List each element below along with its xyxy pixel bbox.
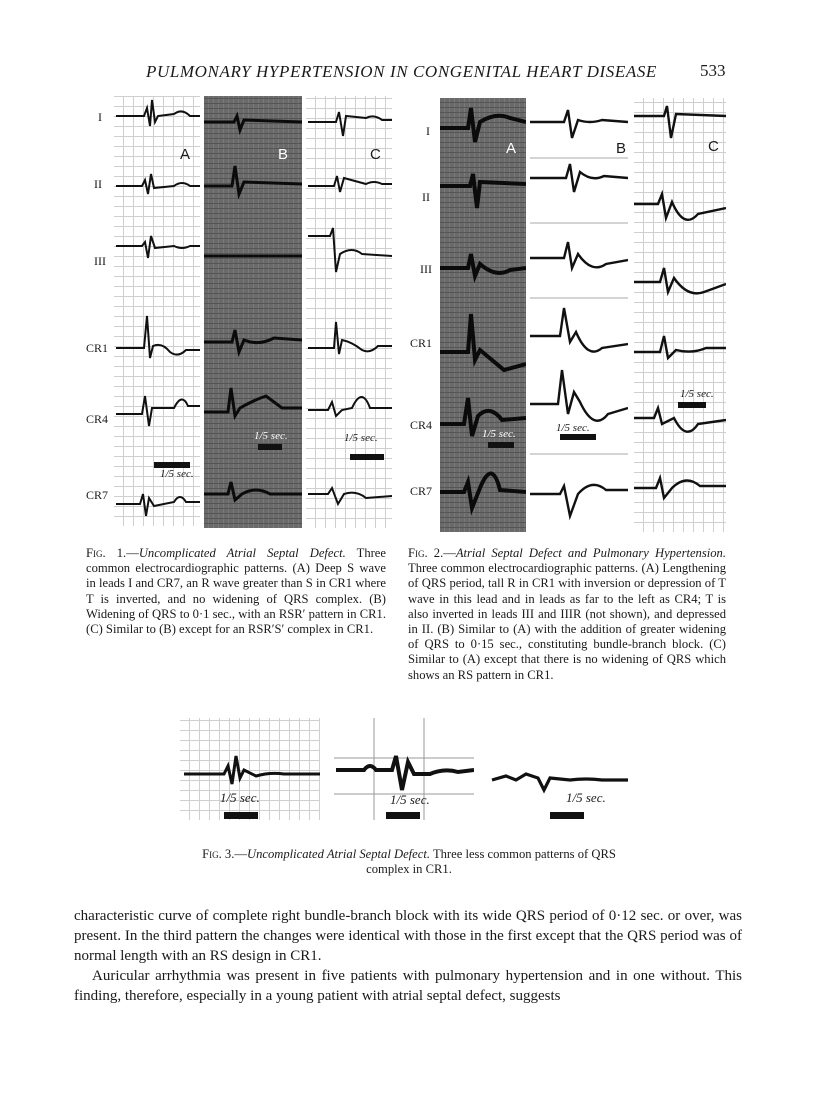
fig1-lead-label-CR7: CR7 <box>86 488 109 502</box>
figure-1 <box>80 96 400 536</box>
figure-3-caption: Fig. 3.—Uncomplicated Atrial Septal Defect. Three less common patterns of QRS complex in CR1. <box>202 847 616 877</box>
figure-2 <box>408 98 728 534</box>
fig3-time-scale-b: 1/5 sec. <box>390 792 430 807</box>
fig1-lead-label-II: II <box>94 177 102 191</box>
fig2-caption-label: Fig. 2. <box>408 546 444 560</box>
fig2-lead-label-III: III <box>420 262 432 276</box>
fig2-lead-label-I: I <box>426 124 430 138</box>
fig2-lead-label-CR7: CR7 <box>410 484 433 498</box>
fig1-caption-title: Uncomplicated Atrial Septal Defect. <box>138 546 346 560</box>
fig1-panel-label-a: A <box>180 146 191 163</box>
running-title: PULMONARY HYPERTENSION IN CONGENITAL HEART DISEASE <box>146 62 657 81</box>
figure-3 <box>180 718 640 828</box>
fig1-panel-label-c: C <box>370 146 381 163</box>
fig2-caption-text: Three common electrocardiographic patterns. (A) Lengthening of QRS period, tall R in CR1 with inversion or depression of T wave in this lead and in leads as far to the left as CR4; T is also inverted in leads III and IIIR (not shown), and depressed in II. (B) Similar to (A) with the addition of greater widening of QRS to 0·15 sec., constituting bundle-branch block. (C) Similar to (A) except that there is no widening of QRS which shows an RS pattern in CR1. <box>408 561 726 682</box>
fig2-lead-label-II: II <box>422 190 430 204</box>
fig1-time-scale-c: 1/5 sec. <box>344 432 378 444</box>
fig1-lead-label-CR4: CR4 <box>86 412 109 426</box>
fig2-time-scale-a: 1/5 sec. <box>482 428 516 440</box>
fig1-lead-label-I: I <box>98 110 102 124</box>
body-paragraph-2: Auricular arrhythmia was present in five patients with pulmonary hypertension and in one without. This finding, therefore, especially in a young patient with atrial septal defect, suggests <box>74 968 742 1004</box>
body-paragraph-1: characteristic curve of complete right bundle-branch block with its wide QRS period of 0·12 sec. or over, was present. In the third pattern the changes were identical with those in the first except that the QRS period was of normal length with an RS design in CR1. <box>74 908 742 964</box>
fig3-caption-text: Three less common patterns of QRS complex in CR1. <box>366 847 616 877</box>
fig2-ecg-strip-c <box>634 98 726 532</box>
fig3-time-scale-a: 1/5 sec. <box>220 790 260 805</box>
fig2-panel-label-b: B <box>616 140 627 157</box>
fig2-time-scale-c: 1/5 sec. <box>680 388 714 400</box>
figure-2-caption: Fig. 2.—Atrial Septal Defect and Pulmonary Hypertension. Three common electrocardiographic patterns. (A) Lengthening of QRS period, tall R in CR1 with inversion or depression of T wave in this lead and in leads as far to the left as CR4; T is also inverted in leads III and IIIR (not shown), and depressed in II. (B) Similar to (A) with the addition of greater widening of QRS to 0·15 sec., constituting bundle-branch block. (C) Similar to (A) except that there is no widening of QRS which shows an RS pattern in CR1. <box>408 546 726 682</box>
body-text <box>74 906 742 1006</box>
fig2-caption-title: Atrial Septal Defect and Pulmonary Hypertension. <box>455 546 726 560</box>
fig2-ecg-strip-b <box>530 98 628 532</box>
fig3-caption-title: Uncomplicated Atrial Septal Defect. <box>246 847 431 861</box>
fig1-caption-text: Three common electrocardiographic patterns. (A) Deep S wave in leads I and CR7, an R wave greater than S in CR1 where T is inverted, and no widening of QRS complex. (B) Widening of QRS to 0·1 sec., with an RSR′ pattern in CR1. (C) Similar to (B) except for an RSR′S′ complex in CR1. <box>86 546 386 637</box>
figure-1-caption: Fig. 1.—Uncomplicated Atrial Septal Defect. Three common electrocardiographic patterns. (A) Deep S wave in leads I and CR7, an R wave greater than S in CR1 where T is inverted, and no widening of QRS complex. (B) Widening of QRS to 0·1 sec., with an RSR′ pattern in CR1. (C) Similar to (B) except for an RSR′S′ complex in CR1. <box>86 546 386 637</box>
fig3-ecg-strip-c <box>490 718 630 820</box>
fig1-lead-label-III: III <box>94 254 106 268</box>
fig2-panel-label-c: C <box>708 138 719 155</box>
fig2-panel-label-a: A <box>506 140 517 157</box>
fig3-time-scale-c: 1/5 sec. <box>566 790 606 805</box>
fig1-lead-label-CR1: CR1 <box>86 341 109 355</box>
fig1-time-scale-a: 1/5 sec. <box>160 468 194 480</box>
fig2-ecg-strip-a <box>440 98 526 532</box>
fig3-caption-label: Fig. 3. <box>202 847 235 861</box>
fig2-lead-label-CR1: CR1 <box>410 336 433 350</box>
fig1-caption-label: Fig. 1. <box>86 546 127 560</box>
page-number: 533 <box>700 61 726 80</box>
fig2-time-scale-b: 1/5 sec. <box>556 422 590 434</box>
fig1-panel-label-b: B <box>278 146 289 163</box>
fig1-time-scale-b: 1/5 sec. <box>254 430 288 442</box>
fig2-lead-label-CR4: CR4 <box>410 418 433 432</box>
